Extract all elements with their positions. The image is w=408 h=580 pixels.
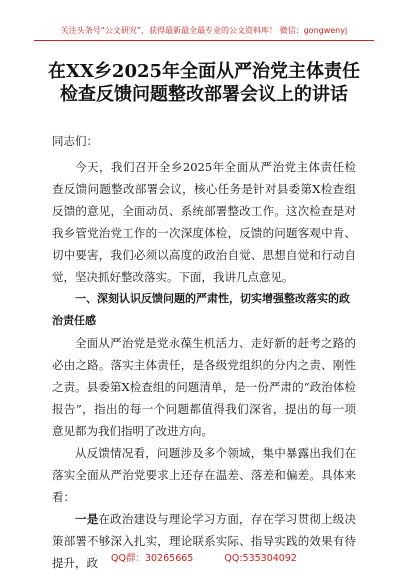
section-heading-1: 一、深刻认识反馈问题的严肃性，切实增强整改落实的政治责任感 [52,292,350,327]
paragraph-3: 从反馈情况看，问题涉及多个领域，集中暴露出我们在落实全面从严治党要求上还存在温差、落差和偏差。具体来看： [52,446,356,504]
document-title [0,60,408,106]
title-line-1: 在XX乡2025年全面从严治党主体责任 [47,61,361,82]
paragraph-2: 全面从严治党是党永葆生机活力、走好新的赶考之路的必由之路。落实主体责任，是各级党组织的分内之责、刚性之责。县委第X检查组的问题清单，是一份严肃的“政治体检报告”，指出的每一个问题都值得我们深省，提出的每一项意见都为我们指明了改进方向。 [52,336,356,438]
document-body [52,130,356,574]
paragraph-4-text: 在政治建设与理论学习方面，存在学习贯彻上级决策部署不够深入扎实，理论联系实际、指导实践的效果有待提升，政 [52,512,357,570]
paragraph-intro: 今天，我们召开全乡2025年全面从严治党主体责任检查反馈问题整改部署会议，核心任务是针对县委第X检查组反馈的意见，全面动员、系统部署整改工作。这次检查是对我乡管党治党工作的一次深度体检，反馈的问题客观中肯、切中要害，我们必须以高度的政治自觉、思想自觉和行动自觉，坚决抓好整改落实。下面，我讲几点意见。 [52,160,356,284]
footer-qq: QQ:535304092 [224,553,297,564]
footer-qq-group: QQ群：30265665 [111,553,194,564]
header-divider [34,40,374,41]
title-line-2: 检查反馈问题整改部署会议上的讲话 [60,84,348,105]
header-banner [0,0,408,46]
paragraph-4 [52,508,356,574]
paragraph-4-lead: 一是 [75,512,99,526]
salutation: 同志们： [52,134,98,148]
header-banner-text: 关注头条号“公文研究”，获得最新最全最专业的公文资料库！ 微信：gongwenyj [60,26,348,35]
footer-contact [0,550,408,564]
